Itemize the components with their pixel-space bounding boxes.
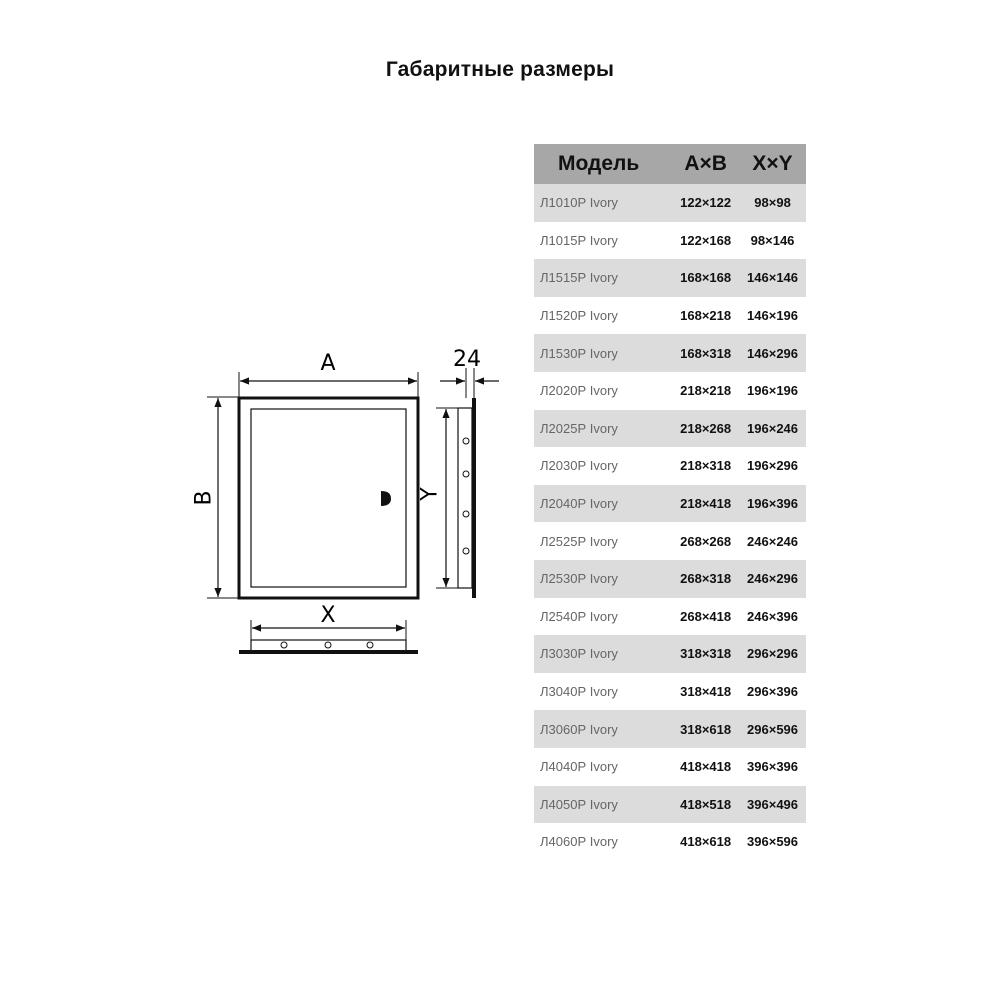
model-cell: Л4060Р Ivory bbox=[540, 834, 618, 850]
hatch-side-view bbox=[440, 347, 499, 598]
model-cell: Л4050Р Ivory bbox=[534, 786, 672, 824]
xy-cell: 296×296 bbox=[739, 635, 806, 673]
ab-cell: 418×418 bbox=[680, 759, 732, 775]
label-a: A bbox=[320, 351, 336, 376]
label-depth: 24 bbox=[453, 347, 481, 372]
ab-cell: 418×518 bbox=[672, 786, 739, 824]
ab-cell: 168×218 bbox=[680, 308, 732, 324]
table-row bbox=[534, 673, 806, 711]
xy-cell: 396×396 bbox=[747, 759, 799, 775]
model-cell: Л3060Р Ivory bbox=[534, 710, 672, 748]
model-cell: Л3030Р Ivory bbox=[534, 635, 672, 673]
ab-cell: 218×318 bbox=[680, 458, 732, 474]
xy-cell: 98×146 bbox=[750, 232, 795, 248]
dimensions-table bbox=[534, 144, 806, 861]
model-cell: Л4040Р Ivory bbox=[540, 759, 618, 775]
model-cell: Л2025Р Ivory bbox=[534, 410, 672, 448]
table-row bbox=[534, 786, 806, 824]
table-row bbox=[534, 447, 806, 485]
xy-cell: 146×196 bbox=[747, 308, 799, 324]
table-row bbox=[534, 485, 806, 523]
ab-cell: 122×168 bbox=[680, 232, 732, 248]
table-row bbox=[534, 522, 806, 560]
page-title: Габаритные размеры bbox=[385, 58, 615, 81]
label-y: Y bbox=[417, 487, 443, 501]
xy-cell: 246×246 bbox=[747, 533, 799, 549]
dimension-b bbox=[192, 397, 241, 598]
table-row bbox=[534, 259, 806, 297]
header-ab: A×B bbox=[672, 144, 739, 184]
model-cell: Л1010Р Ivory bbox=[534, 184, 672, 222]
xy-cell: 246×296 bbox=[739, 560, 806, 598]
xy-cell: 296×396 bbox=[747, 684, 799, 700]
model-cell: Л1530Р Ivory bbox=[534, 334, 672, 372]
table-row bbox=[534, 598, 806, 636]
model-cell: Л1520Р Ivory bbox=[540, 308, 618, 324]
table-header-row bbox=[534, 144, 806, 184]
ab-cell: 268×318 bbox=[672, 560, 739, 598]
table-row bbox=[534, 823, 806, 861]
lock-icon bbox=[381, 491, 391, 506]
ab-cell: 122×122 bbox=[672, 184, 739, 222]
table-row bbox=[534, 184, 806, 222]
ab-cell: 168×168 bbox=[672, 259, 739, 297]
header-xy: X×Y bbox=[739, 144, 806, 184]
table-row bbox=[534, 748, 806, 786]
dimension-a bbox=[239, 351, 418, 398]
model-cell: Л3040Р Ivory bbox=[540, 684, 618, 700]
table-row bbox=[534, 635, 806, 673]
model-cell: Л2030Р Ivory bbox=[540, 458, 618, 474]
xy-cell: 146×146 bbox=[739, 259, 806, 297]
model-cell: Л2040Р Ivory bbox=[534, 485, 672, 523]
model-cell: Л1515Р Ivory bbox=[534, 259, 672, 297]
table-row bbox=[534, 710, 806, 748]
xy-cell: 196×196 bbox=[747, 383, 799, 399]
ab-cell: 318×618 bbox=[672, 710, 739, 748]
table-row bbox=[534, 334, 806, 372]
model-cell: Л2020Р Ivory bbox=[540, 383, 618, 399]
dimension-y bbox=[418, 408, 459, 588]
label-b: B bbox=[191, 490, 217, 506]
xy-cell: 396×496 bbox=[739, 786, 806, 824]
hatch-bottom-view bbox=[239, 640, 418, 654]
table-row bbox=[534, 560, 806, 598]
model-cell: Л2530Р Ivory bbox=[534, 560, 672, 598]
dimension-x bbox=[251, 603, 406, 645]
ab-cell: 218×418 bbox=[672, 485, 739, 523]
label-x: X bbox=[320, 603, 336, 628]
xy-cell: 146×296 bbox=[739, 334, 806, 372]
ab-cell: 318×418 bbox=[680, 684, 732, 700]
table-row bbox=[534, 372, 806, 410]
table-row bbox=[534, 410, 806, 448]
ab-cell: 218×268 bbox=[672, 410, 739, 448]
xy-cell: 98×98 bbox=[739, 184, 806, 222]
ab-cell: 268×268 bbox=[680, 533, 732, 549]
hatch-front-view bbox=[239, 398, 418, 598]
model-cell: Л2540Р Ivory bbox=[540, 608, 618, 624]
hatch-dimension-drawing bbox=[190, 330, 510, 670]
model-cell: Л1015Р Ivory bbox=[540, 232, 618, 248]
ab-cell: 418×618 bbox=[680, 834, 732, 850]
xy-cell: 196×246 bbox=[739, 410, 806, 448]
ab-cell: 218×218 bbox=[680, 383, 732, 399]
table-row bbox=[534, 297, 806, 335]
ab-cell: 318×318 bbox=[672, 635, 739, 673]
table-row bbox=[534, 222, 806, 260]
xy-cell: 196×296 bbox=[747, 458, 799, 474]
xy-cell: 296×596 bbox=[739, 710, 806, 748]
model-cell: Л2525Р Ivory bbox=[540, 533, 618, 549]
ab-cell: 268×418 bbox=[680, 608, 732, 624]
xy-cell: 396×596 bbox=[747, 834, 799, 850]
ab-cell: 168×318 bbox=[672, 334, 739, 372]
xy-cell: 246×396 bbox=[747, 608, 799, 624]
header-model: Модель bbox=[534, 144, 672, 184]
xy-cell: 196×396 bbox=[739, 485, 806, 523]
